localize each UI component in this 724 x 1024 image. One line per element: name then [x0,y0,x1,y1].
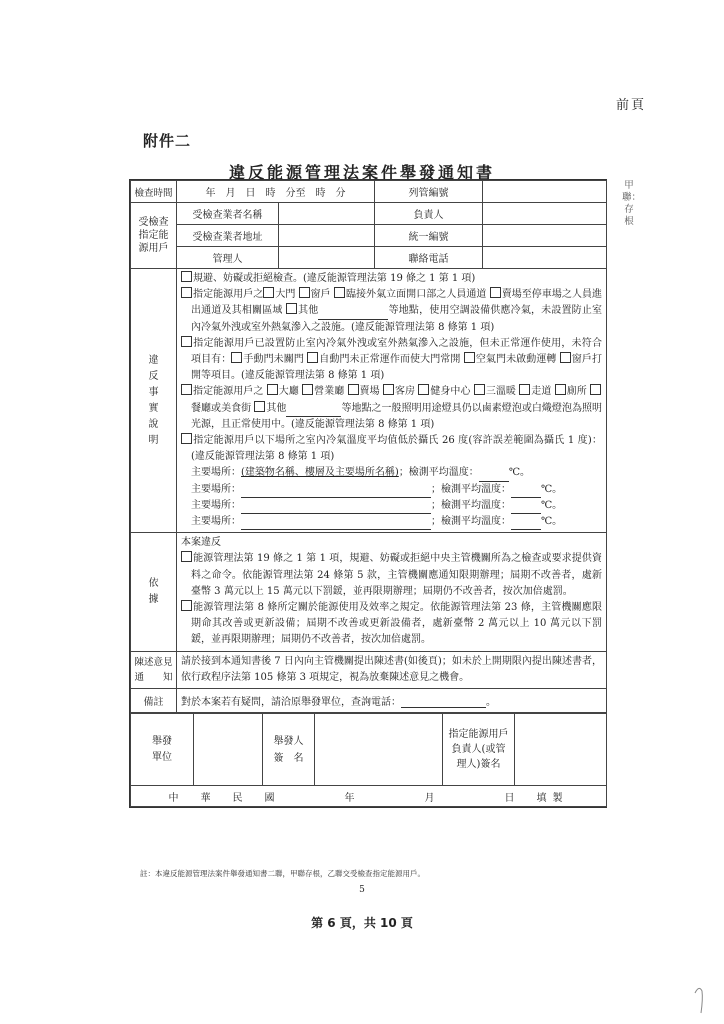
checkbox[interactable] [474,384,485,395]
checkbox[interactable] [181,287,192,298]
inspection-time-label: 檢查時間 [131,181,177,203]
checkbox[interactable] [299,287,310,298]
checkbox[interactable] [307,352,318,363]
violation-section [131,269,607,533]
remark-section: 備註 對於本案若有疑問，請洽原舉發單位，查詢電話： 。 [131,689,607,713]
business-name-label: 受檢查業者名稱 [177,203,279,225]
checkbox[interactable] [181,384,192,395]
user-group-label: 受檢查指定能源用戶 [131,203,177,269]
reporting-unit-field[interactable] [194,714,263,786]
basis-item-efficiency: 能源管理法第 8 條所定關於能源使用及效率之規定。依能源管理法第 23 條，主管機關應限期命其改善或更新設備；屆期不改善或更新設備者，處新臺幣 2 萬元以上 10 萬元以下罰鍰，並再限期辦理；屆期仍不改善者，按次加倍處罰。 [181,600,602,649]
checkbox[interactable] [181,433,192,444]
remark-text: 對於本案若有疑問，請洽原舉發單位，查詢電話： [181,697,401,709]
document-title: 違反能源管理法案件舉發通知書 [228,163,495,182]
business-name-field[interactable] [279,203,375,225]
front-page-label: 前頁 [615,98,646,113]
checkbox[interactable] [263,287,274,298]
checkbox[interactable] [519,384,530,395]
basis-label: 依據 [148,577,159,605]
handwritten-mark-icon [693,985,705,1015]
case-number-field[interactable] [483,181,607,203]
business-address-field[interactable] [279,225,375,247]
location-field[interactable] [241,501,431,514]
checkbox[interactable] [286,303,297,314]
violation-item-barrier-not-operating: 指定能源用戶已設置防止室內冷氣外洩或室外熱氣滲入之設施，但未正常運作使用，未符合項目有： 手動門未關門 自動門未正常運作而使大門常開 空氣門未啟動運轉 窗戶打開等項目。(違反能源管理法第 8 條第 1 項) [181,336,602,385]
violation-item-low-temperature: 指定能源用戶以下場所之室內冷氣溫度平均值低於攝氏 26 度(容許誤差範圍為攝氏 1 度)：(違反能源管理法第 8 條第 1 項) [181,433,602,465]
checkbox[interactable] [560,352,571,363]
footnote: 註：本違反能源管理法案件舉發通知書二聯，甲聯存根，乙聯交受檢查指定能源用戶。 [140,869,425,878]
checkbox[interactable] [334,287,345,298]
manager-label: 管理人 [177,247,279,269]
checkbox[interactable] [348,384,359,395]
inquiry-phone-field[interactable] [401,695,486,708]
business-address-label: 受檢查業者地址 [177,225,279,247]
remark-label: 備註 [131,689,177,713]
checkbox[interactable] [181,551,192,562]
violation-item-no-air-barrier: 指定能源用戶之 大門 窗戶 臨接外氣立面開口部之人員通道 賣場至停車場之人員進出通道及其相關區域 其他 等地點，使用空調設備供應冷氣，未設置防止室內冷氣外洩或室外熱氣滲入之設施。(違反能源管理法第 8 條第 1 項) [181,287,602,336]
reporter-signature-label: 舉發人簽 名 [273,735,304,764]
checkbox[interactable] [464,352,475,363]
contact-phone-label: 聯絡電話 [375,247,483,269]
temperature-field[interactable] [511,517,541,530]
checkbox[interactable] [590,384,601,395]
location-field[interactable] [241,485,431,498]
statement-section [131,651,607,688]
checkbox[interactable] [231,352,242,363]
signature-row [131,714,607,786]
inspection-time-field[interactable]: 年 月 日 時 分至 時 分 [177,181,375,203]
page-number: 5 [359,885,365,895]
notice-form [129,179,607,808]
checkbox[interactable] [418,384,429,395]
location-field[interactable] [241,517,431,530]
checkbox[interactable] [254,401,265,412]
checkbox[interactable] [302,384,313,395]
location-row: 主要場所： ；檢測平均溫度： ℃。 [181,482,602,498]
reporter-signature-field[interactable] [315,714,443,786]
basis-intro: 本案違反 [181,537,221,549]
page-count: 第 6 頁，共 10 頁 [311,916,413,930]
case-number-label: 列管編號 [375,181,483,203]
violation-item-inspection-refusal: 規避、妨礙或拒絕檢查。(違反能源管理法第 19 條之 1 第 1 項) [181,271,602,287]
inspection-time-row [131,181,607,203]
fill-date-row[interactable]: 中 華 民 國 年 月 日 填製 [131,786,607,807]
statement-label: 陳述意見 通 知 [131,651,177,688]
checkbox[interactable] [181,336,192,347]
attachment-label: 附件二 [143,132,192,150]
location-row: 主要場所： ；檢測平均溫度： ℃。 [181,514,602,530]
checkbox[interactable] [181,600,192,611]
basis-section [131,533,607,651]
other-location-blank[interactable] [286,404,341,417]
violation-item-inefficient-lighting: 指定能源用戶之 大廳 營業廳 賣場 客房 健身中心 三溫暖 走道 廁所 餐廳或美食街 其他 等地點之一般照明用途燈具仍以鹵素燈泡或白熾燈泡為照明光源，且正常使用中。(違反能源管理法第 8 條第 1 項) [181,384,602,433]
basis-item-inspection: 能源管理法第 19 條之 1 第 1 項，規避、妨礙或拒絕中央主管機關所為之檢查或要求提供資料之命令。依能源管理法第 24 條第 5 款，主管機關應通知限期辦理；屆期不改善者，處新臺幣 3 萬元以上 15 萬元以下罰鍰，並再限期辦理；屆期仍不改善者，按次加倍處罰。 [181,551,602,600]
statement-text: 請於接到本通知書後 7 日內向主管機關提出陳述書(如後頁)；如未於上開期限內提出陳述書者，依行政程序法第 105 條第 3 項規定，視為放棄陳述意見之機會。 [177,651,607,688]
temperature-field[interactable] [511,485,541,498]
contact-phone-field[interactable] [483,247,607,269]
violation-label: 違反事實說明 [148,354,159,446]
other-location-blank[interactable] [318,307,388,320]
checkbox[interactable] [181,271,192,282]
tax-id-label: 統一編號 [375,225,483,247]
temperature-field[interactable] [511,501,541,514]
checkbox[interactable] [383,384,394,395]
copy-side-label: 甲聯：存根 [622,180,642,227]
owner-signature-label: 指定能源用戶負責人(或管理人)簽名 [448,729,509,771]
checkbox[interactable] [555,384,566,395]
location-row-example: 主要場所：(建築物名稱、樓層及主要場所名稱)；檢測平均溫度： ℃。 [181,465,602,481]
responsible-person-field[interactable] [483,203,607,225]
reporting-unit-label: 舉發單位 [152,735,172,763]
owner-signature-field[interactable] [515,714,607,786]
responsible-person-label: 負責人 [375,203,483,225]
checkbox[interactable] [490,287,501,298]
temperature-field[interactable] [479,469,509,482]
checkbox[interactable] [267,384,278,395]
manager-field[interactable] [279,247,375,269]
location-row: 主要場所： ；檢測平均溫度： ℃。 [181,498,602,514]
tax-id-field[interactable] [483,225,607,247]
